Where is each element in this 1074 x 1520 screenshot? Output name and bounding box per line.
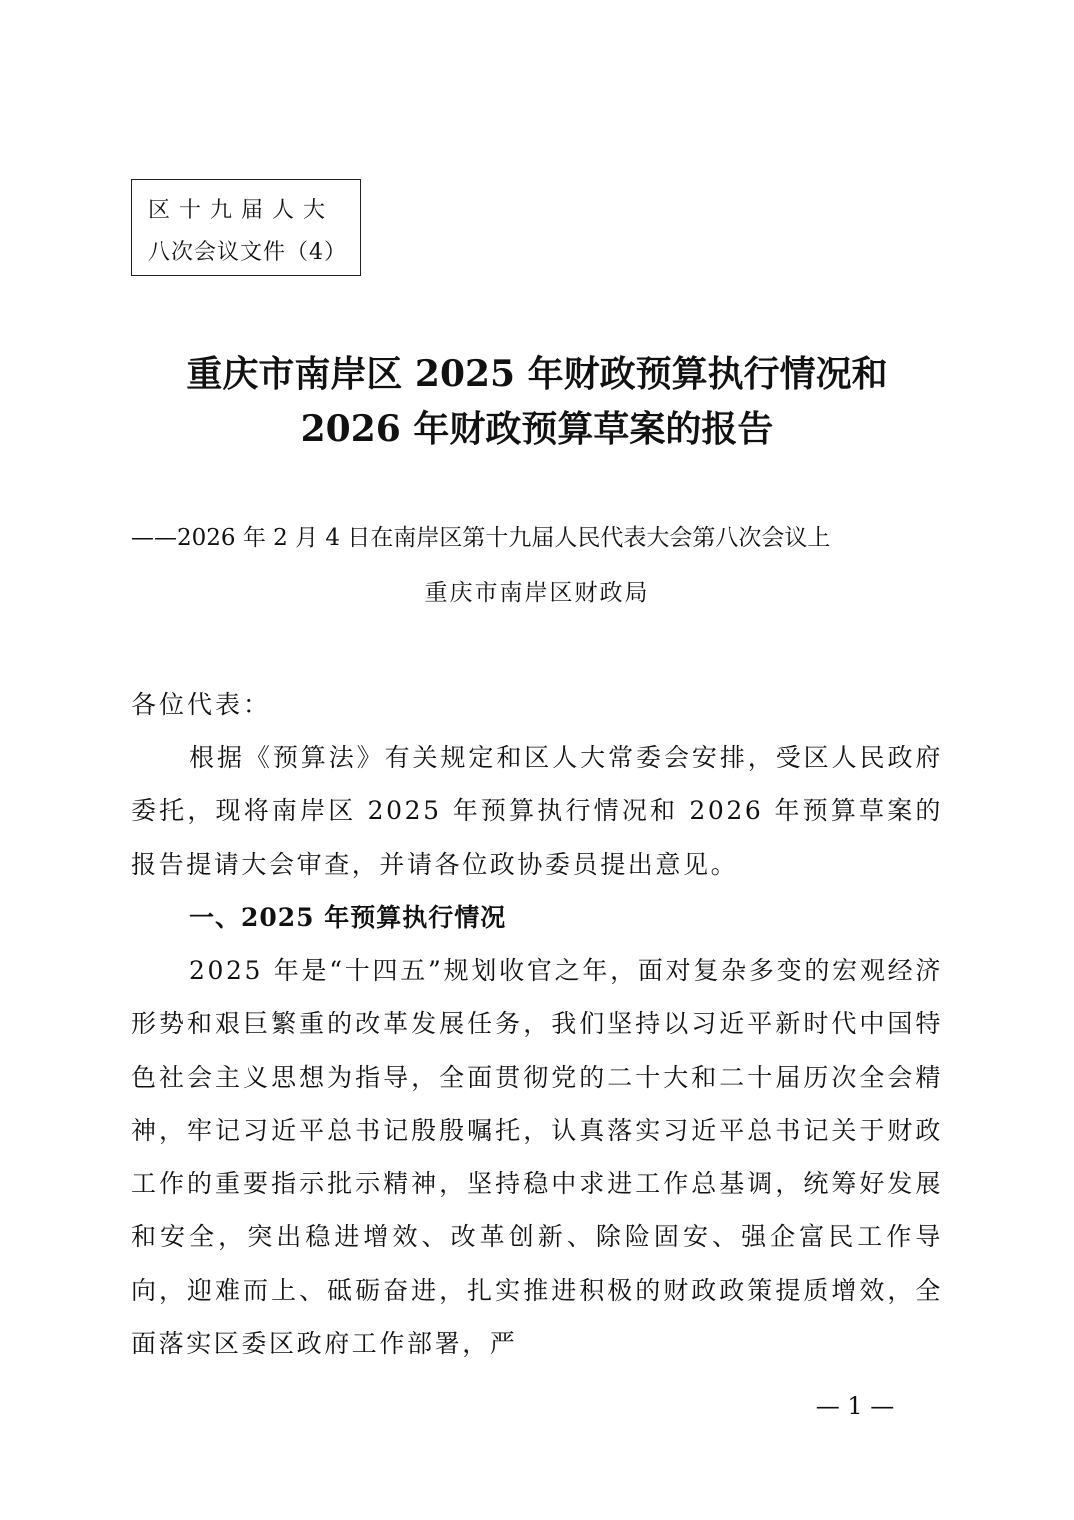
report-title-line2: 2026 年财政预算草案的报告 bbox=[300, 408, 774, 450]
section-heading: 一、2025 年预算执行情况 bbox=[189, 903, 507, 932]
file-label-line2: 八次会议文件（4） bbox=[148, 240, 347, 265]
body-paragraph: 2025 年是“十四五”规划收官之年，面对复杂多变的宏观经济形势和艰巨繁重的改革发展任务，我们坚持以习近平新时代中国特色社会主义思想为指导，全面贯彻党的二十大和二十届历次全会精神，牢记习近平总书记殷殷嘱托，认真落实习近平总书记关于财政工作的重要指示批示精神，坚持稳中求进工作总基调，统筹好发展和安全，突出稳进增效、改革创新、除险固安、强企富民工作导向，迎难而上、砥砺奋进，扎实推进积极的财政政策提质增效，全面落实区委区政府工作部署，严 bbox=[131, 956, 943, 1359]
issuing-authority: 重庆市南岸区财政局 bbox=[424, 580, 650, 606]
file-label-line1: 区十九届人大 bbox=[148, 198, 335, 223]
report-title-line1: 重庆市南岸区 2025 年财政预算执行情况和 bbox=[186, 353, 888, 395]
salutation: 各位代表： bbox=[131, 690, 272, 719]
intro-paragraph: 根据《预算法》有关规定和区人大常委会安排，受区人民政府委托，现将南岸区 2025 年预算执行情况和 2026 年预算草案的报告提请大会审查，并请各位政协委员提出意见。 bbox=[131, 743, 943, 879]
meeting-document-label bbox=[131, 179, 361, 276]
page-number: — 1 — bbox=[815, 1392, 895, 1420]
report-subtitle: ——2026 年 2 月 4 日在南岸区第十九届人民代表大会第八次会议上 bbox=[131, 525, 831, 551]
